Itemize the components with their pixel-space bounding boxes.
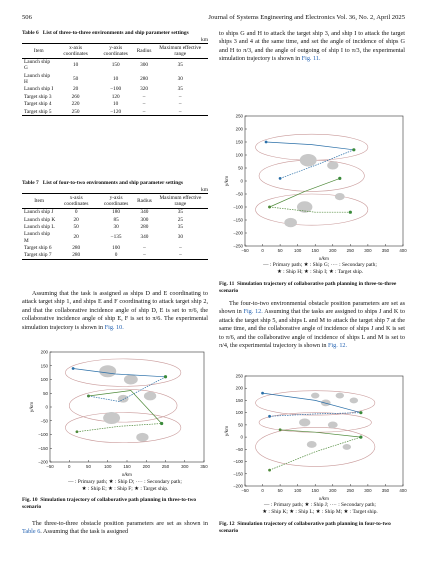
- x-tick-label: 150: [311, 488, 319, 493]
- table7-header: x-axis coordinates: [56, 194, 96, 209]
- ship-marker: [76, 430, 79, 433]
- table-cell: Launch ship K: [24, 216, 56, 223]
- table6-header: Maximum effective range: [152, 44, 208, 59]
- paragraph-right-1: [219, 30, 405, 64]
- y-tick-label: 100: [235, 152, 243, 158]
- ship-marker: [279, 428, 282, 431]
- table7-header: Radius: [136, 194, 153, 209]
- table7-header: Maximum effective range: [153, 194, 208, 209]
- paragraph-text: Assuming that the tasks are assigned to ships J and K to attack the target ship 5, and ships L and M to attack the target ship 7 at the same time, and the collaborative angle of incidence of ships J and K is set to π/6, and the collaborative angle of incidence of ships L and M is set to π/4, the experimental trajectory is shown in: [219, 308, 405, 350]
- table6: [22, 43, 208, 116]
- fig11-caption-text: Simulation trajectory of collaborative path planning in three-to-three scenario: [219, 281, 397, 294]
- fig12-chart: [223, 372, 407, 502]
- table7: [22, 193, 208, 260]
- obstacle: [103, 412, 120, 424]
- y-tick-label: 150: [235, 139, 243, 145]
- fig10-legend-line2: ★ : Ship E; ★ : Ship F; ★ : Target ship.: [81, 486, 169, 492]
- fig12-legend-line2: ★ : Ship K; ★ : Ship L; ★ : Ship M; ★ : Target ship.: [262, 509, 378, 515]
- table-cell: –: [136, 108, 153, 116]
- fig10-legend-line1: — : Primary path; ★ : Ship D; ···· : Secondary path;: [68, 479, 182, 485]
- table-cell: 50: [73, 223, 79, 230]
- table-cell: –: [142, 101, 146, 108]
- x-tick-label: 300: [364, 488, 372, 493]
- table-cell: Launch ship I: [24, 86, 54, 93]
- y-tick-label: −200: [38, 459, 48, 465]
- paragraph-text: The four-to-two environmental obstacle position parameters are set as shown in: [219, 300, 405, 316]
- y-tick-label: −100: [233, 459, 243, 465]
- table-cell: 20: [73, 216, 79, 223]
- fig10-label: Fig. 10: [22, 497, 38, 503]
- fig11-chart: [223, 112, 407, 262]
- table-row: [22, 208, 208, 216]
- x-tick-label: 100: [294, 488, 302, 493]
- fig11-legend-line1: — : Primary path; ★ : Ship G; ···· : Secondary path;: [263, 262, 377, 268]
- table-cell: 260: [71, 93, 80, 100]
- table6-block: [22, 30, 208, 116]
- fig12-legend-line1: — : Primary path; ★ : Ship J; ···· : Secondary path;: [264, 502, 376, 508]
- table-cell: Target ship 3: [24, 93, 52, 100]
- table-cell: 35: [177, 86, 183, 93]
- table7-block: [22, 180, 208, 260]
- obstacle: [327, 161, 338, 169]
- y-axis-label: y/km: [30, 401, 35, 413]
- table-cell: –: [179, 244, 182, 251]
- table7-label: Table 7: [22, 180, 39, 186]
- table-cell: 300: [140, 62, 149, 69]
- table-cell: 280: [56, 252, 96, 260]
- x-tick-label: 200: [329, 248, 337, 253]
- y-tick-label: 100: [40, 377, 48, 382]
- x-axis-label: x/km: [318, 257, 330, 262]
- table-cell: 250: [56, 108, 96, 116]
- table7-body: [22, 208, 208, 260]
- table-cell: 280: [140, 223, 149, 230]
- table-cell: 180: [112, 209, 121, 216]
- obstacle: [350, 398, 358, 404]
- table-cell: Target ship 5: [22, 108, 56, 116]
- y-tick-label: −200: [233, 483, 243, 489]
- table-cell: 20: [72, 86, 79, 93]
- table7-header: Item: [22, 194, 56, 209]
- table-cell: Launch ship G: [24, 59, 51, 72]
- fig12-link[interactable]: Fig. 12.: [327, 342, 348, 350]
- table7-unit: km: [200, 187, 208, 193]
- y-tick-label: −200: [233, 230, 243, 236]
- paragraph-left-2: [22, 520, 208, 537]
- paragraph-text: The three-to-three obstacle position parameters are set as shown in: [32, 520, 208, 527]
- table-cell: 50: [72, 75, 79, 82]
- x-tick-label: 100: [104, 464, 112, 469]
- table-cell: Target ship 7: [22, 252, 56, 260]
- x-tick-label: 0: [261, 248, 264, 253]
- y-tick-label: −100: [233, 204, 243, 210]
- table-cell: –: [178, 101, 182, 108]
- y-tick-label: 250: [235, 373, 243, 379]
- fig11-caption: [219, 281, 405, 295]
- x-tick-label: 50: [277, 248, 283, 253]
- page-number: 506: [22, 14, 32, 21]
- fig10-chart: [28, 348, 208, 478]
- table-cell: 30: [177, 234, 184, 241]
- y-tick-label: −150: [38, 445, 48, 451]
- x-axis-label: x/km: [318, 497, 330, 502]
- x-tick-label: 0: [261, 488, 264, 493]
- fig12-label: Fig. 12: [219, 521, 235, 527]
- fig12-legend: [235, 502, 405, 516]
- ship-marker: [268, 206, 271, 209]
- y-tick-label: 200: [235, 126, 243, 132]
- x-tick-label: 350: [381, 488, 390, 493]
- table6-caption: List of three-to-three environments and ship parameter settings: [42, 30, 189, 36]
- target-marker: [338, 177, 341, 180]
- y-tick-label: −50: [235, 446, 243, 452]
- y-tick-label: −250: [233, 243, 243, 249]
- running-header: Journal of Systems Engineering and Electronics Vol. 36, No. 2, April 2025: [208, 14, 405, 21]
- table7-header: y-axis coordinates: [96, 194, 136, 209]
- table-cell: Launch ship J: [24, 209, 54, 216]
- fig10-legend: [40, 479, 210, 493]
- table-cell: 100: [112, 244, 121, 251]
- table-cell: 35: [177, 62, 183, 69]
- table-cell: –: [153, 252, 208, 260]
- table-cell: 280: [72, 244, 81, 251]
- table-cell: 280: [140, 75, 149, 82]
- obstacle: [299, 419, 310, 427]
- x-tick-label: 200: [329, 488, 337, 493]
- x-tick-label: 350: [200, 464, 208, 469]
- table-cell: 120: [111, 93, 120, 100]
- fig10-link[interactable]: Fig. 10.: [104, 323, 124, 331]
- x-axis-label: x/km: [121, 473, 133, 478]
- y-tick-label: −50: [40, 418, 48, 424]
- y-tick-label: −100: [38, 432, 48, 437]
- table-row: [22, 231, 208, 245]
- fig11-legend: [235, 262, 405, 276]
- ship-marker: [72, 367, 75, 370]
- obstacle: [336, 393, 344, 399]
- table-cell: 20: [73, 234, 79, 241]
- x-tick-label: 250: [161, 464, 170, 469]
- table6-body: [22, 58, 208, 116]
- obstacle: [284, 218, 297, 227]
- table-cell: 220: [71, 101, 80, 108]
- x-tick-label: 400: [399, 488, 407, 493]
- table-row: [22, 86, 208, 93]
- table-cell: 340: [140, 209, 149, 216]
- x-tick-label: 250: [346, 248, 354, 253]
- table-cell: 35: [177, 209, 184, 216]
- table6-header: x-axis coordinates: [56, 44, 96, 59]
- y-tick-label: 0: [240, 178, 243, 184]
- table-row: [22, 223, 208, 230]
- x-tick-label: 100: [294, 248, 302, 253]
- table7-link[interactable]: Fig. 12.: [243, 308, 263, 316]
- target-marker: [359, 411, 362, 414]
- ship-marker: [279, 177, 282, 180]
- table-cell: Launch ship H: [24, 72, 51, 85]
- x-tick-label: 300: [181, 464, 189, 469]
- table-cell: –: [143, 244, 146, 251]
- table-cell: −135: [110, 234, 122, 241]
- fig10-caption: [22, 497, 208, 511]
- y-tick-label: −150: [233, 217, 243, 223]
- obstacle: [300, 154, 317, 166]
- fig11-legend-line2: ★ : Ship H; ★ : Ship I; ★ : Target ship.: [276, 269, 364, 275]
- table-row: [22, 252, 208, 260]
- paragraph-text: to ships G and H to attack the target ship 3, and ship I to attack the target ships 3 and 4 at the same time, and set the angle of incidence of ships G and H to π/3, and the angle of outgoing of ship I to π/3, the experimental simulation trajectory is shown in: [219, 30, 405, 63]
- table-row: [22, 108, 208, 116]
- table6-header: Radius: [136, 44, 153, 59]
- x-tick-label: 300: [364, 248, 372, 253]
- table-cell: 340: [140, 234, 149, 241]
- table-row: [22, 244, 208, 251]
- table-cell: 0: [96, 252, 136, 260]
- ship-marker: [268, 415, 271, 418]
- table-cell: –: [152, 108, 208, 116]
- table-cell: Target ship 6: [24, 244, 52, 251]
- table-cell: –: [142, 93, 146, 100]
- fig11-link[interactable]: Fig. 11.: [301, 55, 321, 63]
- x-tick-label: −50: [241, 488, 249, 493]
- x-tick-label: 0: [68, 464, 71, 469]
- x-tick-label: 200: [142, 464, 150, 469]
- x-tick-label: 400: [399, 248, 407, 253]
- table-cell: 30: [177, 75, 183, 82]
- y-tick-label: 150: [235, 397, 243, 403]
- target-marker: [164, 375, 167, 378]
- table-cell: 300: [140, 216, 149, 223]
- table6-link[interactable]: Table 6: [22, 528, 41, 536]
- table-cell: 25: [177, 216, 184, 223]
- y-tick-label: 200: [40, 349, 48, 355]
- table-cell: 320: [140, 86, 149, 93]
- obstacle: [335, 193, 345, 200]
- x-tick-label: −50: [46, 464, 54, 469]
- x-tick-label: −50: [241, 248, 249, 253]
- y-axis-label: y/km: [225, 175, 230, 187]
- table-cell: 0: [74, 209, 78, 216]
- table-cell: Launch ship L: [24, 223, 55, 230]
- fig12-caption: [219, 521, 405, 535]
- x-tick-label: 50: [86, 464, 91, 469]
- table7-caption: List of four-to-two environments and ship parameter settings: [42, 180, 183, 186]
- table-cell: –: [178, 93, 182, 100]
- table-row: [22, 216, 208, 223]
- paragraph-right-2: [219, 300, 405, 350]
- target-marker: [349, 211, 352, 214]
- table-cell: –: [136, 252, 153, 260]
- target-marker: [160, 422, 163, 425]
- y-tick-label: 100: [235, 410, 243, 416]
- fig11-label: Fig. 11: [219, 281, 235, 287]
- obstacle: [307, 441, 317, 448]
- table-cell: 35: [177, 223, 184, 230]
- y-tick-label: 50: [238, 165, 243, 171]
- table-row: [22, 101, 208, 108]
- table-cell: 10: [72, 62, 79, 69]
- table-cell: 150: [111, 62, 120, 69]
- table-cell: 30: [113, 223, 119, 230]
- table-row: [22, 58, 208, 72]
- table6-unit: km: [200, 37, 208, 43]
- table-cell: 10: [113, 101, 119, 108]
- y-tick-label: 250: [235, 113, 243, 119]
- y-tick-label: 50: [43, 390, 48, 396]
- ship-marker: [268, 469, 271, 472]
- table-cell: 85: [113, 216, 119, 223]
- obstacle: [311, 393, 319, 399]
- table6-header: Item: [22, 44, 56, 59]
- x-tick-label: 350: [381, 248, 390, 253]
- table6-label: Table 6: [22, 30, 39, 36]
- y-tick-label: 50: [238, 422, 243, 428]
- target-marker: [359, 436, 362, 439]
- table-row: [22, 72, 208, 86]
- obstacle: [136, 433, 148, 442]
- table-cell: −120: [96, 108, 136, 116]
- target-marker: [352, 148, 355, 151]
- paragraph-text: . Assuming that the task is assigned: [40, 528, 129, 536]
- ship-marker: [87, 395, 90, 398]
- table-row: [22, 93, 208, 100]
- table-cell: 10: [113, 75, 119, 82]
- x-tick-label: 150: [123, 464, 131, 469]
- x-tick-label: 250: [346, 488, 354, 493]
- ship-marker: [261, 392, 264, 395]
- fig10-caption-text: Simulation trajectory of collaborative path planning in three-to-two scenario: [22, 497, 197, 510]
- plot-frame: [245, 116, 403, 246]
- y-tick-label: −150: [233, 471, 243, 477]
- x-tick-label: 50: [277, 488, 283, 493]
- obstacle: [144, 392, 156, 401]
- obstacle: [124, 375, 138, 385]
- y-axis-label: y/km: [225, 425, 230, 437]
- paragraph-left-1: [22, 290, 208, 332]
- obstacle: [328, 421, 338, 428]
- obstacle: [343, 444, 351, 450]
- y-tick-label: −50: [235, 191, 243, 197]
- table-cell: −100: [110, 86, 122, 93]
- y-tick-label: 150: [40, 363, 48, 369]
- obstacle: [99, 365, 116, 377]
- paragraph-text: Assuming that the task is assigned as ships D and E coordinating to attack target ship 1, and ships E and F coordinating to attack target ship 2, and that the collaborative incidence angle of ship D, E is set to π/6, the collaborative incidence angle of ship E, F is set to π/6. The experimental simulation trajectory is shown in: [22, 290, 208, 331]
- table6-header: y-axis coordinates: [96, 44, 136, 59]
- table-cell: Launch ship M: [24, 231, 51, 244]
- y-tick-label: 200: [235, 385, 243, 391]
- x-tick-label: 150: [311, 248, 319, 253]
- fig12-caption-text: Simulation trajectory of collaborative path planning in four-to-two scenario: [219, 521, 391, 534]
- table-cell: Target ship 4: [24, 101, 52, 108]
- ship-marker: [265, 141, 268, 144]
- y-tick-label: 0: [45, 404, 48, 410]
- y-tick-label: 0: [240, 434, 243, 440]
